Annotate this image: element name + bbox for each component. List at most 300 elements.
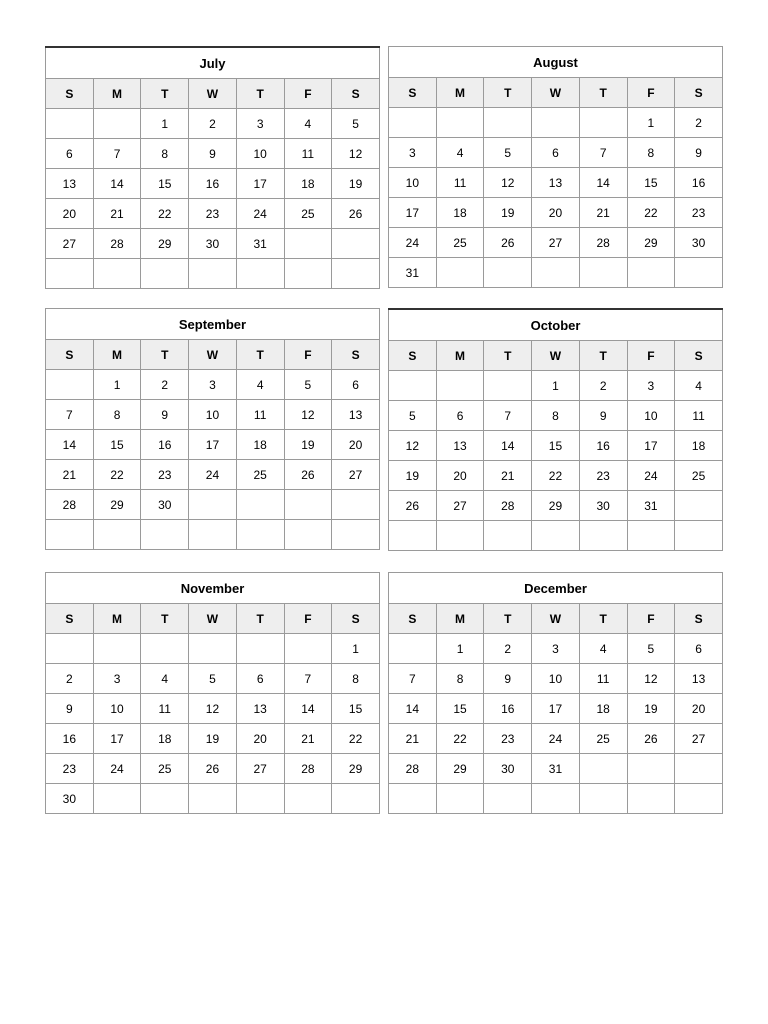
weekday-header: M [93, 604, 141, 634]
day-cell [284, 229, 332, 259]
day-cell: 14 [284, 694, 332, 724]
week-row [46, 724, 380, 754]
day-cell: 24 [189, 460, 237, 490]
month-title: October [389, 309, 723, 341]
day-cell: 15 [436, 694, 484, 724]
weekday-header: T [141, 604, 189, 634]
weekday-header: S [332, 79, 380, 109]
day-cell: 5 [627, 634, 675, 664]
day-cell: 23 [675, 198, 723, 228]
day-cell: 26 [484, 228, 532, 258]
day-cell: 14 [46, 430, 94, 460]
day-cell: 27 [436, 491, 484, 521]
day-cell: 6 [436, 401, 484, 431]
day-cell: 23 [141, 460, 189, 490]
day-cell [579, 258, 627, 288]
week-row [46, 460, 380, 490]
week-row [46, 259, 380, 289]
week-row [46, 520, 380, 550]
week-row [389, 228, 723, 258]
weekday-header: T [236, 604, 284, 634]
weekday-header: S [675, 604, 723, 634]
day-cell: 3 [389, 138, 437, 168]
week-row [46, 490, 380, 520]
day-cell: 23 [579, 461, 627, 491]
day-cell: 12 [284, 400, 332, 430]
day-cell: 18 [141, 724, 189, 754]
day-cell: 7 [484, 401, 532, 431]
day-cell: 25 [236, 460, 284, 490]
day-cell: 18 [236, 430, 284, 460]
weekday-header: S [46, 79, 94, 109]
weekday-header: S [46, 340, 94, 370]
day-cell: 24 [627, 461, 675, 491]
day-cell [484, 108, 532, 138]
day-cell: 21 [484, 461, 532, 491]
day-cell: 22 [627, 198, 675, 228]
weekday-header: S [389, 604, 437, 634]
day-cell: 22 [93, 460, 141, 490]
day-cell: 12 [189, 694, 237, 724]
week-row [46, 199, 380, 229]
day-cell: 19 [189, 724, 237, 754]
day-cell: 16 [46, 724, 94, 754]
day-cell: 16 [141, 430, 189, 460]
weekday-header: F [284, 340, 332, 370]
day-cell: 19 [389, 461, 437, 491]
day-cell: 28 [284, 754, 332, 784]
weekday-header: S [332, 340, 380, 370]
day-cell: 17 [93, 724, 141, 754]
day-cell: 16 [675, 168, 723, 198]
day-cell: 8 [627, 138, 675, 168]
day-cell: 15 [332, 694, 380, 724]
weekday-header: S [389, 341, 437, 371]
day-cell: 25 [436, 228, 484, 258]
day-cell: 1 [93, 370, 141, 400]
day-cell: 7 [389, 664, 437, 694]
month-title: September [46, 309, 380, 340]
day-cell: 11 [141, 694, 189, 724]
weekday-header: S [675, 78, 723, 108]
day-cell [93, 520, 141, 550]
day-cell: 5 [484, 138, 532, 168]
day-cell [484, 371, 532, 401]
day-cell: 9 [579, 401, 627, 431]
day-cell: 29 [332, 754, 380, 784]
month-title-row [46, 573, 380, 604]
weekday-header: S [332, 604, 380, 634]
day-cell: 1 [141, 109, 189, 139]
day-cell [46, 634, 94, 664]
day-cell: 2 [484, 634, 532, 664]
month-july [45, 46, 380, 289]
week-row [389, 138, 723, 168]
day-cell [141, 634, 189, 664]
day-cell [579, 784, 627, 814]
day-cell: 28 [579, 228, 627, 258]
weekday-header: W [189, 604, 237, 634]
day-cell: 25 [675, 461, 723, 491]
day-cell: 29 [436, 754, 484, 784]
day-cell [284, 490, 332, 520]
day-cell: 12 [627, 664, 675, 694]
calendar-table [388, 46, 723, 288]
day-cell: 10 [189, 400, 237, 430]
day-cell: 24 [236, 199, 284, 229]
day-cell: 21 [389, 724, 437, 754]
day-cell: 4 [436, 138, 484, 168]
day-cell: 14 [484, 431, 532, 461]
day-cell [675, 521, 723, 551]
day-cell [627, 754, 675, 784]
weekday-header: W [532, 604, 580, 634]
day-cell [189, 634, 237, 664]
day-cell: 29 [93, 490, 141, 520]
day-cell: 9 [189, 139, 237, 169]
week-row [46, 634, 380, 664]
day-cell: 23 [46, 754, 94, 784]
day-cell: 16 [579, 431, 627, 461]
day-cell: 10 [627, 401, 675, 431]
month-november [45, 572, 380, 814]
day-cell: 20 [436, 461, 484, 491]
day-cell [93, 259, 141, 289]
day-cell: 30 [484, 754, 532, 784]
day-cell: 14 [93, 169, 141, 199]
day-cell: 13 [436, 431, 484, 461]
day-cell: 31 [532, 754, 580, 784]
day-cell: 19 [284, 430, 332, 460]
day-cell: 20 [332, 430, 380, 460]
day-cell: 10 [532, 664, 580, 694]
day-cell [532, 521, 580, 551]
day-cell: 22 [532, 461, 580, 491]
day-cell [436, 521, 484, 551]
day-cell: 19 [484, 198, 532, 228]
day-cell: 8 [532, 401, 580, 431]
day-cell [236, 520, 284, 550]
weekday-header: F [627, 341, 675, 371]
weekday-header-row [46, 604, 380, 634]
week-row [46, 139, 380, 169]
day-cell: 27 [236, 754, 284, 784]
day-cell: 15 [93, 430, 141, 460]
day-cell [389, 371, 437, 401]
day-cell [189, 520, 237, 550]
week-row [389, 461, 723, 491]
day-cell: 23 [189, 199, 237, 229]
day-cell: 10 [389, 168, 437, 198]
weekday-header-row [389, 341, 723, 371]
day-cell [627, 784, 675, 814]
day-cell [46, 520, 94, 550]
day-cell [675, 258, 723, 288]
day-cell: 8 [436, 664, 484, 694]
day-cell: 27 [46, 229, 94, 259]
weekday-header-row [46, 340, 380, 370]
day-cell: 12 [484, 168, 532, 198]
day-cell [389, 784, 437, 814]
month-title-row [46, 47, 380, 79]
day-cell: 12 [332, 139, 380, 169]
day-cell: 8 [93, 400, 141, 430]
day-cell: 18 [284, 169, 332, 199]
day-cell: 20 [236, 724, 284, 754]
weekday-header: S [46, 604, 94, 634]
day-cell: 26 [389, 491, 437, 521]
day-cell [236, 784, 284, 814]
day-cell: 6 [46, 139, 94, 169]
weekday-header: M [436, 604, 484, 634]
day-cell: 31 [389, 258, 437, 288]
week-row [46, 229, 380, 259]
day-cell: 11 [675, 401, 723, 431]
day-cell: 10 [93, 694, 141, 724]
week-row [389, 371, 723, 401]
day-cell [93, 634, 141, 664]
day-cell [236, 490, 284, 520]
day-cell: 24 [532, 724, 580, 754]
month-title: November [46, 573, 380, 604]
day-cell: 9 [141, 400, 189, 430]
month-september [45, 308, 380, 550]
weekday-header: W [189, 79, 237, 109]
day-cell: 7 [46, 400, 94, 430]
day-cell: 19 [332, 169, 380, 199]
week-row [389, 258, 723, 288]
day-cell: 5 [389, 401, 437, 431]
week-row [389, 634, 723, 664]
weekday-header: M [93, 79, 141, 109]
day-cell: 27 [332, 460, 380, 490]
day-cell: 16 [484, 694, 532, 724]
day-cell [579, 754, 627, 784]
day-cell [141, 784, 189, 814]
day-cell [436, 258, 484, 288]
day-cell: 5 [189, 664, 237, 694]
week-row [389, 521, 723, 551]
day-cell: 11 [579, 664, 627, 694]
day-cell: 17 [389, 198, 437, 228]
month-title: August [389, 47, 723, 78]
day-cell [332, 784, 380, 814]
day-cell: 31 [236, 229, 284, 259]
day-cell: 9 [675, 138, 723, 168]
weekday-header: S [675, 341, 723, 371]
day-cell: 26 [189, 754, 237, 784]
week-row [46, 169, 380, 199]
day-cell [93, 109, 141, 139]
day-cell [389, 108, 437, 138]
day-cell: 11 [236, 400, 284, 430]
day-cell: 7 [93, 139, 141, 169]
day-cell: 2 [189, 109, 237, 139]
week-row [389, 491, 723, 521]
weekday-header: T [579, 341, 627, 371]
day-cell [284, 259, 332, 289]
day-cell [284, 634, 332, 664]
day-cell: 31 [627, 491, 675, 521]
weekday-header: T [579, 78, 627, 108]
day-cell: 6 [332, 370, 380, 400]
weekday-header: W [189, 340, 237, 370]
day-cell [141, 259, 189, 289]
day-cell: 27 [675, 724, 723, 754]
day-cell: 9 [484, 664, 532, 694]
day-cell [236, 634, 284, 664]
week-row [46, 430, 380, 460]
day-cell: 25 [579, 724, 627, 754]
day-cell: 24 [93, 754, 141, 784]
day-cell: 30 [579, 491, 627, 521]
weekday-header: T [484, 78, 532, 108]
day-cell: 15 [627, 168, 675, 198]
day-cell: 13 [332, 400, 380, 430]
day-cell: 10 [236, 139, 284, 169]
day-cell: 6 [532, 138, 580, 168]
week-row [46, 694, 380, 724]
day-cell [675, 491, 723, 521]
day-cell: 29 [627, 228, 675, 258]
weekday-header: F [627, 78, 675, 108]
week-row [389, 401, 723, 431]
calendar-table [45, 572, 380, 814]
day-cell [579, 521, 627, 551]
day-cell [436, 371, 484, 401]
day-cell: 21 [93, 199, 141, 229]
weekday-header: S [389, 78, 437, 108]
day-cell: 6 [675, 634, 723, 664]
day-cell [189, 259, 237, 289]
day-cell: 7 [284, 664, 332, 694]
week-row [389, 784, 723, 814]
day-cell [484, 258, 532, 288]
calendar-table [45, 308, 380, 550]
weekday-header: M [436, 341, 484, 371]
day-cell [389, 521, 437, 551]
day-cell: 4 [284, 109, 332, 139]
calendar-table [388, 308, 723, 551]
day-cell: 30 [46, 784, 94, 814]
weekday-header: F [284, 79, 332, 109]
weekday-header: T [484, 604, 532, 634]
day-cell: 14 [389, 694, 437, 724]
day-cell: 1 [627, 108, 675, 138]
day-cell: 11 [284, 139, 332, 169]
day-cell: 18 [675, 431, 723, 461]
day-cell: 5 [332, 109, 380, 139]
day-cell: 1 [332, 634, 380, 664]
day-cell: 2 [141, 370, 189, 400]
day-cell [532, 784, 580, 814]
weekday-header: M [436, 78, 484, 108]
day-cell [236, 259, 284, 289]
day-cell [284, 520, 332, 550]
day-cell: 13 [675, 664, 723, 694]
week-row [46, 109, 380, 139]
day-cell: 15 [141, 169, 189, 199]
day-cell: 28 [93, 229, 141, 259]
day-cell [436, 784, 484, 814]
weekday-header: F [284, 604, 332, 634]
day-cell [189, 490, 237, 520]
day-cell: 13 [532, 168, 580, 198]
weekday-header: T [141, 340, 189, 370]
month-october [388, 308, 723, 551]
day-cell [627, 258, 675, 288]
day-cell: 30 [189, 229, 237, 259]
weekday-header-row [389, 78, 723, 108]
day-cell: 17 [532, 694, 580, 724]
week-row [46, 664, 380, 694]
day-cell: 22 [436, 724, 484, 754]
week-row [389, 198, 723, 228]
day-cell: 12 [389, 431, 437, 461]
day-cell: 3 [189, 370, 237, 400]
day-cell: 18 [436, 198, 484, 228]
day-cell: 16 [189, 169, 237, 199]
day-cell: 4 [579, 634, 627, 664]
weekday-header: T [236, 340, 284, 370]
day-cell: 3 [236, 109, 284, 139]
day-cell [484, 521, 532, 551]
day-cell: 3 [93, 664, 141, 694]
week-row [46, 370, 380, 400]
day-cell: 17 [236, 169, 284, 199]
week-row [389, 108, 723, 138]
day-cell: 30 [141, 490, 189, 520]
day-cell: 11 [436, 168, 484, 198]
day-cell: 6 [236, 664, 284, 694]
day-cell: 28 [46, 490, 94, 520]
day-cell [46, 259, 94, 289]
day-cell [675, 754, 723, 784]
day-cell: 4 [141, 664, 189, 694]
day-cell: 28 [389, 754, 437, 784]
day-cell: 21 [46, 460, 94, 490]
day-cell: 18 [579, 694, 627, 724]
day-cell: 22 [332, 724, 380, 754]
week-row [389, 168, 723, 198]
day-cell: 25 [141, 754, 189, 784]
day-cell [93, 784, 141, 814]
weekday-header: W [532, 341, 580, 371]
month-title-row [46, 309, 380, 340]
day-cell: 2 [675, 108, 723, 138]
week-row [389, 754, 723, 784]
day-cell: 4 [236, 370, 284, 400]
day-cell [532, 108, 580, 138]
calendar-table [45, 46, 380, 289]
week-row [46, 784, 380, 814]
weekday-header-row [389, 604, 723, 634]
day-cell: 1 [532, 371, 580, 401]
day-cell: 5 [284, 370, 332, 400]
day-cell [332, 229, 380, 259]
day-cell: 25 [284, 199, 332, 229]
day-cell [436, 108, 484, 138]
month-title-row [389, 309, 723, 341]
month-title: December [389, 573, 723, 604]
day-cell: 26 [332, 199, 380, 229]
day-cell [579, 108, 627, 138]
day-cell [46, 370, 94, 400]
day-cell: 23 [484, 724, 532, 754]
weekday-header: T [484, 341, 532, 371]
day-cell [141, 520, 189, 550]
weekday-header: F [627, 604, 675, 634]
